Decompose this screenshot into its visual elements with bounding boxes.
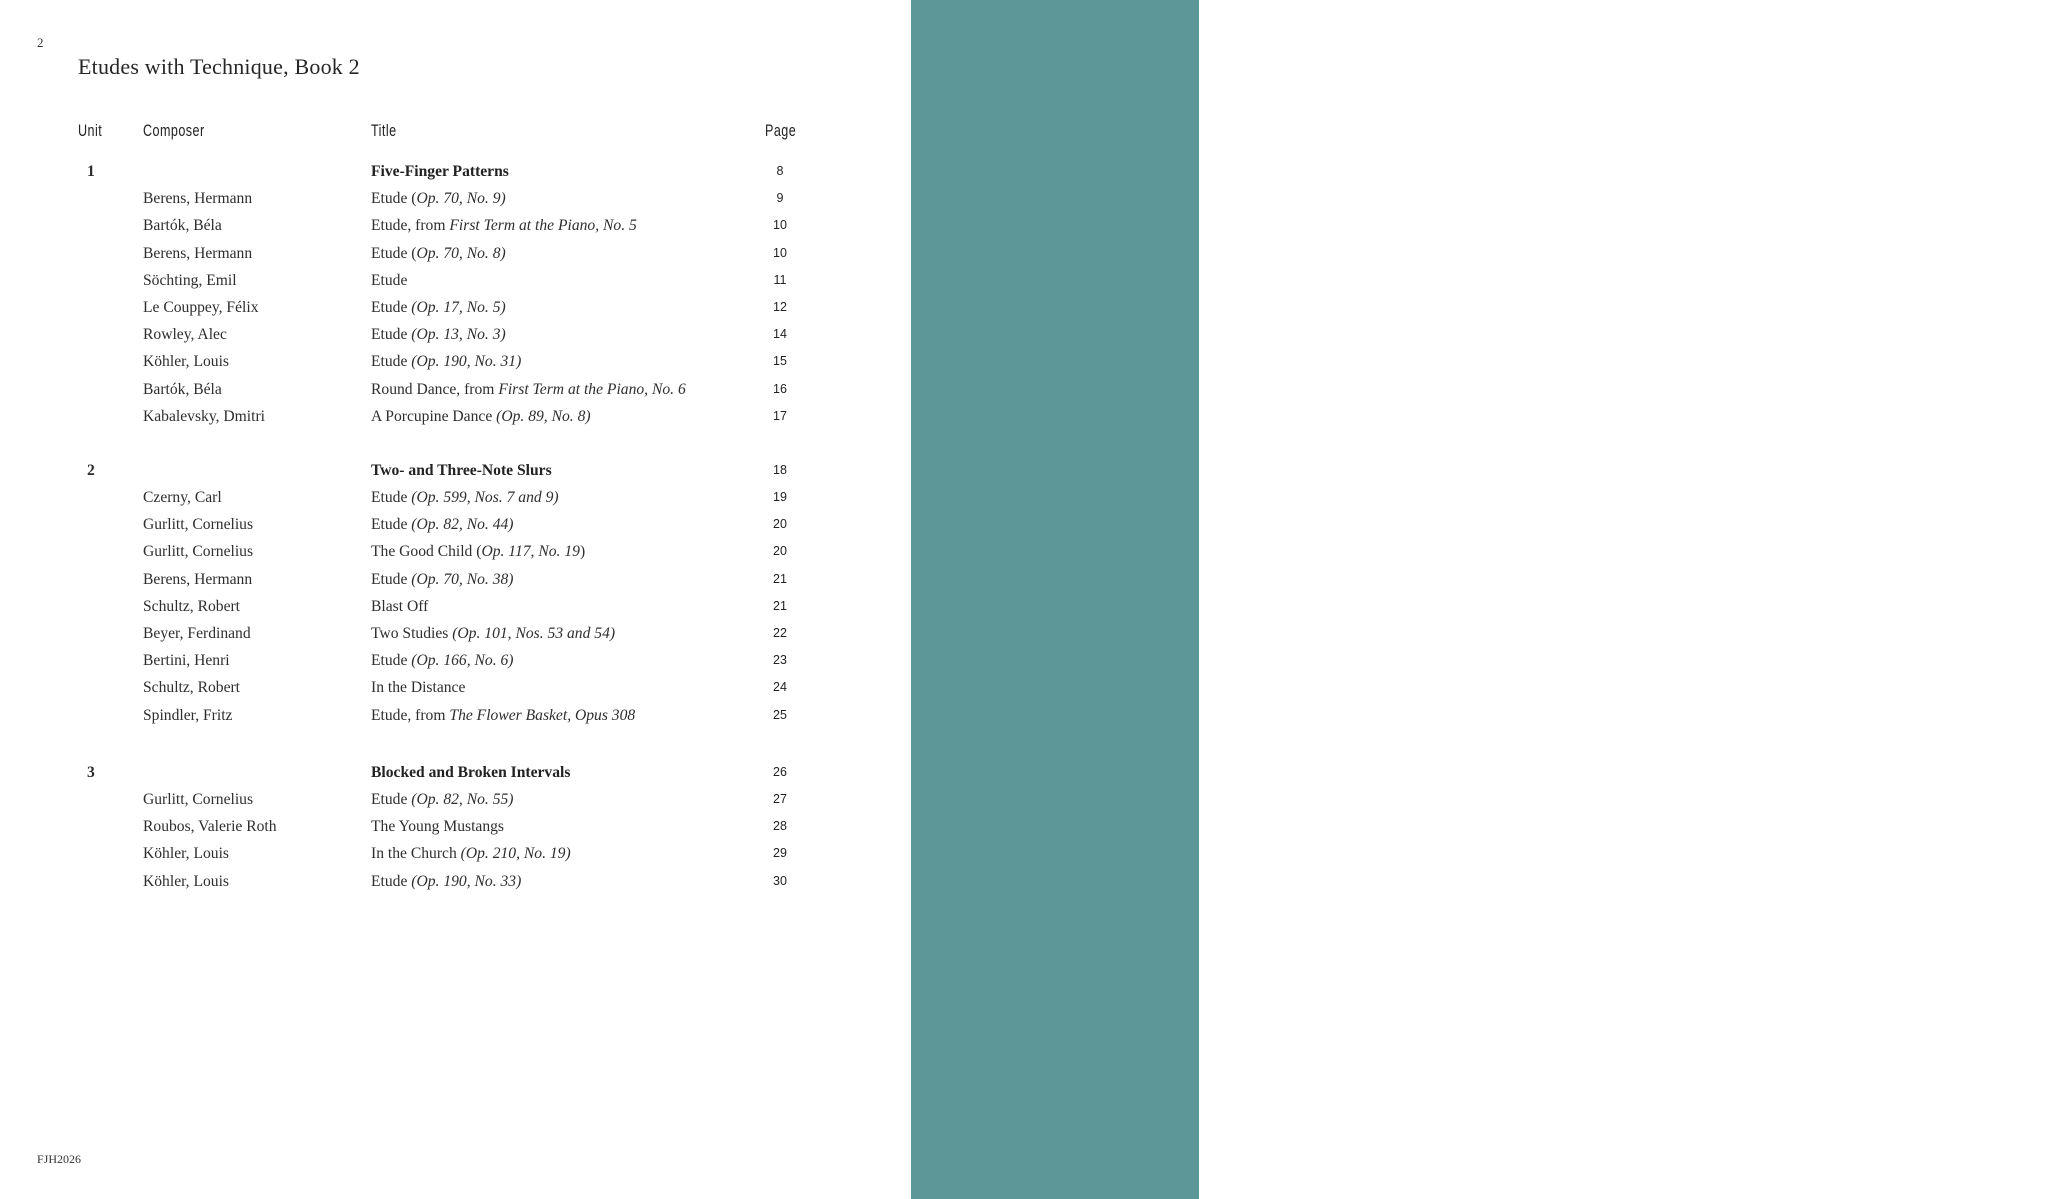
piece-title-italic: (Op. 82, No. 44) [411,516,514,534]
piece-page-number: 21 [773,598,787,613]
piece-title-italic: (Op. 190, No. 33) [411,872,522,890]
brand-side-panel [911,0,2050,1199]
island-music-logo [1873,922,2063,1152]
piece-title [371,294,506,321]
unit-page-number: 8 [776,164,784,178]
column-header-page: Page [765,121,797,140]
composer-name: Czerny, Carl [143,489,222,507]
composer-name: Köhler, Louis [143,353,229,371]
composer-name: Söchting, Emil [143,271,237,289]
piece-page-number: 12 [773,299,787,314]
composer-name: Spindler, Fritz [143,706,233,724]
table-row [0,511,900,538]
composer-name: Gurlitt, Cornelius [143,790,254,808]
piece-title [371,674,465,701]
piece-title [371,840,571,867]
piece-page-number: 19 [773,490,787,505]
page-number: 2 [37,35,44,50]
table-row [0,538,900,565]
table-row [0,593,900,620]
piece-title-italic: Op. 117, No. 19 [481,543,580,561]
piece-title-italic: (Op. 89, No. 8) [496,407,591,425]
column-header-title: Title [371,121,397,140]
column-header-composer: Composer [143,121,205,140]
logo-cjk-line-1: 島嶼 [1873,923,2050,1021]
unit-page-number: 26 [773,764,787,779]
piece-title-suffix: ) [579,543,586,561]
piece-title-main: Etude [371,326,412,344]
piece-page-number: 22 [773,626,787,640]
piece-title-italic: Op. 70, No. 9) [416,190,506,208]
piece-title-italic: (Op. 82, No. 55) [411,790,514,808]
composer-name: Beyer, Ferdinand [143,625,251,642]
piece-title-main: Etude, from [371,706,450,724]
composer-name: Berens, Hermann [143,244,253,262]
table-row [0,813,900,840]
piece-title-main: Etude [371,271,408,289]
piece-page-number: 14 [773,327,787,342]
column-header-unit: Unit [78,121,103,140]
piece-title [371,566,514,593]
logo-wordmark: island music [1879,1124,2041,1152]
composer-name: Le Couppey, Félix [143,298,259,316]
unit-header-row [0,457,900,484]
piece-title-italic: The Flower Basket, Opus 308 [449,706,636,724]
piece-title-italic: Op. 70, No. 8) [416,244,506,262]
piece-title-main: The Good Child ( [371,543,482,561]
piece-title-main: Etude [371,353,412,371]
piece-title [371,484,559,511]
composer-name: Roubos, Valerie Roth [143,818,277,836]
table-row [0,566,900,593]
unit-section [0,158,900,430]
table-row [0,674,900,701]
piece-title-main: The Young Mustangs [371,818,504,836]
table-row [0,403,900,430]
composer-name: Gurlitt, Cornelius [143,543,254,561]
piece-title-main: A Porcupine Dance [371,407,497,425]
piece-title-main: Etude [371,570,412,588]
table-row [0,212,900,239]
unit-header-row [0,158,900,185]
piece-page-number: 27 [773,791,787,806]
piece-title-italic: First Term at the Piano, No. 6 [498,380,686,398]
piece-title-main: Etude [371,790,412,808]
piece-title-italic: (Op. 70, No. 38) [411,570,514,588]
piece-title [371,702,635,729]
piece-title [371,348,521,375]
composer-name: Köhler, Louis [143,872,229,890]
unit-section [0,759,900,895]
piece-title [371,376,686,403]
table-of-contents [0,158,900,895]
piece-title-main: In the Distance [371,679,466,697]
table-row [0,702,900,729]
table-row [0,348,900,375]
unit-page-number: 18 [773,462,787,477]
piece-title [371,403,591,430]
piece-title-italic: (Op. 101, Nos. 53 and 54) [452,625,616,642]
composer-name: Bartók, Béla [143,217,222,235]
book-title: Etudes with Technique, Book 2 [78,54,360,79]
piece-title-italic: (Op. 599, Nos. 7 and 9) [411,489,559,507]
piece-title [371,185,506,212]
piece-title-main: Two Studies [371,625,453,642]
piece-page-number: 21 [773,571,787,586]
piece-title [371,593,428,620]
piece-page-number: 10 [773,245,787,260]
composer-name: Bartók, Béla [143,380,222,398]
piece-page-number: 10 [773,218,787,233]
piece-title [371,868,521,895]
table-row [0,240,900,267]
composer-name: Berens, Hermann [143,190,253,208]
piece-title-main: Blast Off [371,597,429,615]
unit-number: 2 [87,461,95,479]
table-row [0,484,900,511]
table-row [0,185,900,212]
piece-title-italic: (Op. 166, No. 6) [411,652,514,670]
table-row [0,647,900,674]
table-row [0,376,900,403]
piece-title-main: Etude ( [371,190,417,208]
piece-title-italic: (Op. 210, No. 19) [460,845,571,863]
composer-name: Kabalevsky, Dmitri [143,407,265,425]
piece-title [371,321,506,348]
piece-title-main: Etude, from [371,217,450,235]
piece-title-main: Etude ( [371,244,417,262]
table-row [0,786,900,813]
piece-title-main: Round Dance, from [371,380,499,398]
piece-title [371,511,514,538]
composer-name: Berens, Hermann [143,570,253,588]
piece-title [371,620,615,647]
piece-page-number: 20 [773,517,787,532]
piece-title-italic: First Term at the Piano, No. 5 [449,217,637,235]
logo-cjk-line-2: 樂集 [1873,1023,2050,1121]
piece-title [371,538,585,565]
table-row [0,294,900,321]
piece-title-italic: (Op. 190, No. 31) [411,353,522,371]
unit-topic: Two- and Three-Note Slurs [371,461,552,479]
piece-page-number: 23 [773,653,787,668]
piece-title-italic: (Op. 13, No. 3) [411,326,506,344]
unit-header-row [0,759,900,786]
piece-page-number: 28 [773,819,787,834]
composer-name: Rowley, Alec [143,326,227,344]
table-row [0,868,900,895]
unit-topic: Five-Finger Patterns [371,163,509,180]
composer-name: Schultz, Robert [143,679,241,697]
piece-title [371,212,637,239]
piece-title-main: Etude [371,652,412,670]
composer-name: Gurlitt, Cornelius [143,516,254,534]
piece-page-number: 24 [773,680,787,695]
piece-page-number: 9 [776,191,784,206]
piece-title [371,647,514,674]
catalog-code: FJH2026 [37,1152,82,1166]
piece-title-main: Etude [371,298,412,316]
piece-page-number: 25 [773,707,787,722]
piece-page-number: 20 [773,544,787,559]
piece-title-main: Etude [371,516,412,534]
piece-page-number: 30 [773,873,787,888]
unit-topic: Blocked and Broken Intervals [371,763,571,781]
composer-name: Schultz, Robert [143,597,241,615]
piece-page-number: 16 [773,381,787,396]
table-row [0,267,900,294]
piece-title-main: In the Church [371,845,461,863]
piece-title [371,786,514,813]
composer-name: Köhler, Louis [143,845,229,863]
unit-section [0,457,900,729]
piece-page-number: 15 [773,354,787,369]
piece-title [371,240,506,267]
piece-page-number: 17 [773,408,787,423]
piece-title [371,267,407,294]
piece-title-italic: (Op. 17, No. 5) [411,298,506,316]
piece-title [371,813,504,840]
table-row [0,840,900,867]
table-row [0,321,900,348]
unit-number: 3 [87,763,95,781]
piece-page-number: 29 [773,846,787,861]
piece-page-number: 11 [773,272,787,287]
composer-name: Bertini, Henri [143,652,230,670]
unit-number: 1 [87,163,95,180]
piece-title-main: Etude [371,872,412,890]
table-row [0,620,900,647]
piece-title-main: Etude [371,489,412,507]
